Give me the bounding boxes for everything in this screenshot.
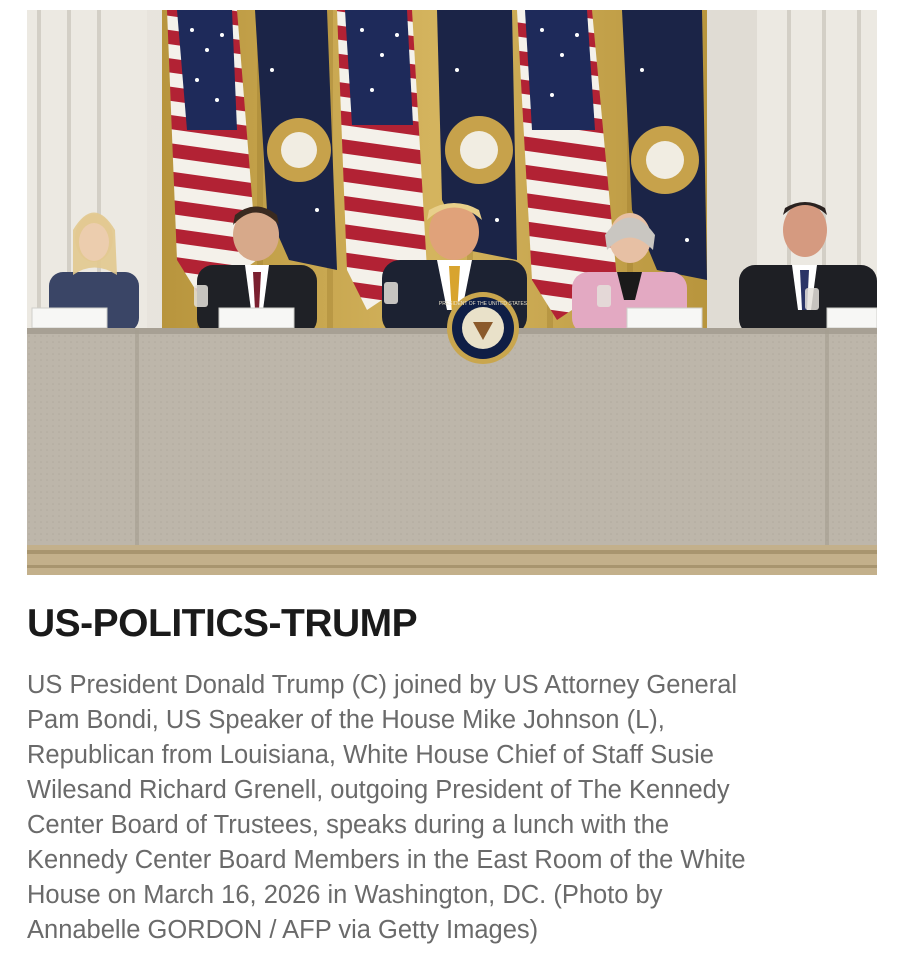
event-photo-illustration [27,10,877,575]
caption-line: Republican from Louisiana, White House Chief of Staff Susie [27,741,714,769]
caption-line: House on March 16, 2026 in Washington, DC. (Photo by [27,881,663,909]
caption-line: Center Board of Trustees, speaks during a lunch with the [27,811,670,839]
news-photo [27,10,877,575]
svg-text:PRESIDENT OF THE UNITED STATES: PRESIDENT OF THE UNITED STATES [438,301,528,307]
caption-line: Wilesand Richard Grenell, outgoing President of The Kennedy [27,776,730,804]
caption-line: Pam Bondi, US Speaker of the House Mike Johnson (L), [27,706,665,734]
headline: US-POLITICS-TRUMP [27,602,418,645]
caption-line: Annabelle GORDON / AFP via Getty Images) [27,916,539,944]
photo-caption [27,668,877,948]
caption-line: Kennedy Center Board Members in the East Room of the White [27,846,746,874]
caption-line: US President Donald Trump (C) joined by US Attorney General [27,671,738,699]
